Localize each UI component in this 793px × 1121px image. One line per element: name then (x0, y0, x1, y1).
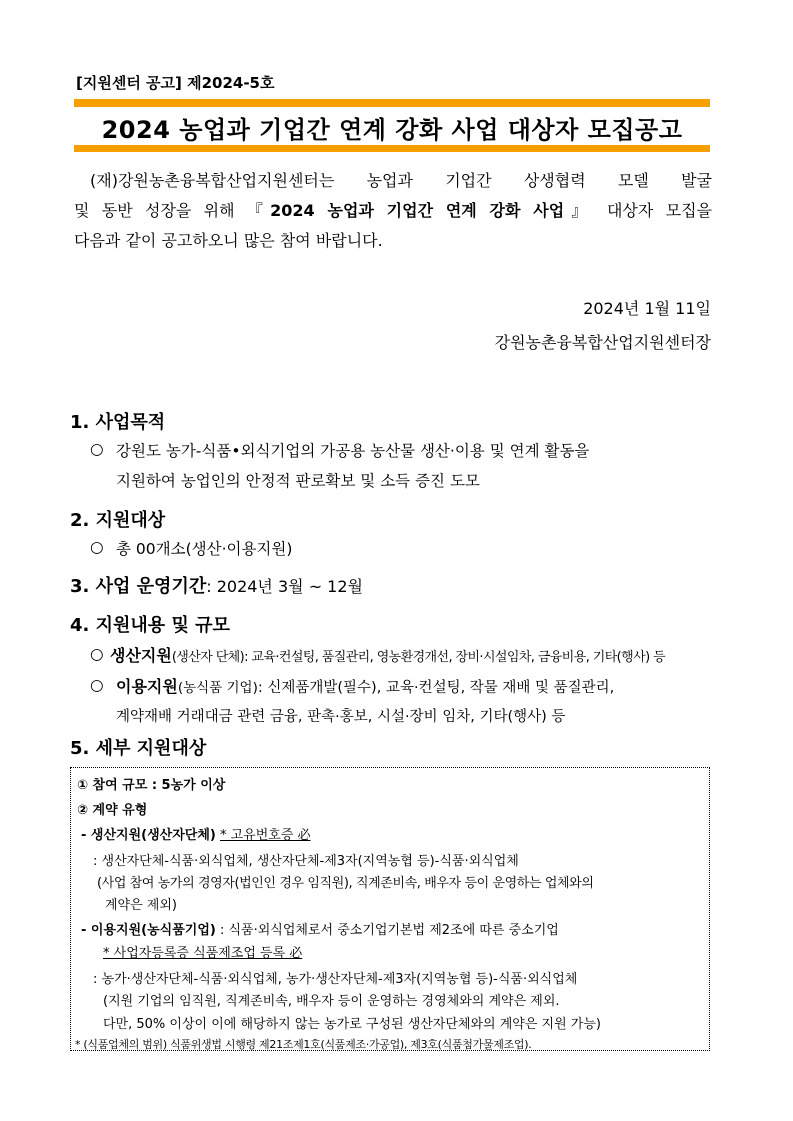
section-1-heading: 1. 사업목적 (70, 412, 166, 433)
section-4-item-1 (110, 643, 665, 666)
section-4-item-2-line-2: 계약재배 거래대금 관련 금융, 판촉·홍보, 시설·장비 임차, 기타(행사) 등 (116, 709, 566, 725)
section-4-item-2 (116, 674, 614, 697)
section-2-line-1: 총 00개소(생산·이용지원) (116, 540, 293, 558)
box-prod-note: * 고유번호증 必 (219, 828, 311, 843)
section-1-bullet: ○ (90, 440, 104, 458)
section-4-bullet-2: ○ (90, 676, 104, 694)
box-use-text: : 식품·외식업체로서 중소기업기본법 제2조에 따른 중소기업 (219, 923, 559, 938)
section-4-item-1-sub: (생산자 단체) (171, 650, 245, 665)
detail-box (70, 767, 710, 1051)
section-1-line-2: 지원하여 농업인의 안정적 판로확보 및 소득 증진 도모 (116, 472, 480, 490)
section-1-line-1: 강원도 농가-식품•외식기업의 가공용 농산물 생산·이용 및 연계 활동을 (116, 442, 590, 460)
intro-line-2-b: 』 대상자 모집을 (564, 201, 712, 220)
box-prod-line-3: 계약은 제외) (105, 898, 177, 913)
section-4-item-2-label: 이용지원 (116, 677, 178, 696)
intro-line-3: 다음과 같이 공고하오니 많은 참여 바랍니다. (74, 231, 383, 250)
section-4-item-2-text: : 신제품개발(필수), 교육·컨설팅, 작물 재배 및 품질관리, (257, 680, 615, 696)
box-prod-row (81, 824, 311, 843)
section-3-value: : 2024년 3월 ~ 12월 (206, 577, 364, 596)
intro-line-2-a: 및 동반 성장을 위해 『 (74, 201, 271, 220)
box-use-label: - 이용지원(농식품기업) (81, 923, 216, 938)
box-use-line-3: 다만, 50% 이상이 이에 해당하지 않는 농가로 구성된 생산자단체와의 계약은 지원 가능) (103, 1017, 601, 1032)
box-item-2: ② 계약 유형 (77, 803, 148, 818)
box-use-row (81, 919, 559, 938)
box-prod-label: - 생산지원(생산자단체) (81, 828, 216, 843)
box-use-note: * 사업자등록증 식품제조업 등록 必 (103, 946, 303, 961)
section-5-heading: 5. 세부 지원대상 (70, 738, 207, 759)
intro-project-name: 2024 농업과 기업간 연계 강화 사업 (270, 201, 565, 220)
intro-line-2 (74, 196, 712, 226)
box-prod-line-2: (사업 참여 농가의 경영자(법인인 경우 임직원), 직계존비속, 배우자 등이 운영하는 업체와의 (97, 876, 594, 891)
section-4-bullet-1: ○ (90, 645, 104, 663)
box-use-line-1: : 농가·생산자단체-식품·외식업체, 농가·생산자단체-제3자(지역농협 등)-식품·외식업체 (93, 972, 578, 987)
box-footnote: * (식품업체의 범위) 식품위생법 시행령 제21조제1호(식품제조·가공업), 제3호(식품첨가물제조업). (75, 1038, 532, 1051)
section-4-item-1-label: 생산지원 (110, 646, 172, 665)
section-4-heading: 4. 지원내용 및 규모 (70, 615, 230, 636)
section-4-item-1-text: : 교육·컨설팅, 품질관리, 영농환경개선, 장비·시설임차, 금융비용, 기타(행사) 등 (244, 650, 666, 665)
box-use-line-2: (지원 기업의 임직원, 직계존비속, 배우자 등이 운영하는 경영체와의 계약은 제외. (103, 994, 560, 1009)
section-4-item-2-sub: (농식품 기업) (177, 680, 258, 696)
notice-number: [지원센터 공고] 제2024-5호 (76, 74, 275, 92)
intro-line-1: (재)강원농촌융복합산업지원센터는 농업과 기업간 상생협력 모델 발굴 (90, 171, 712, 190)
title-rule-bottom (74, 145, 710, 152)
signer: 강원농촌융복합산업지원센터장 (494, 333, 711, 352)
section-3 (70, 572, 363, 598)
intro-paragraph (74, 166, 712, 256)
section-3-heading: 3. 사업 운영기간 (70, 576, 207, 597)
section-2-heading: 2. 지원대상 (70, 510, 166, 531)
title-rule-top (74, 99, 710, 107)
box-prod-line-1: : 생산자단체-식품·외식업체, 생산자단체-제3자(지역농협 등)-식품·외식업체 (93, 854, 519, 869)
box-item-1: ① 참여 규모 : 5농가 이상 (77, 778, 226, 793)
section-2-bullet: ○ (90, 538, 104, 556)
page-title: 2024 농업과 기업간 연계 강화 사업 대상자 모집공고 (101, 116, 683, 144)
announcement-date: 2024년 1월 11일 (583, 299, 711, 318)
